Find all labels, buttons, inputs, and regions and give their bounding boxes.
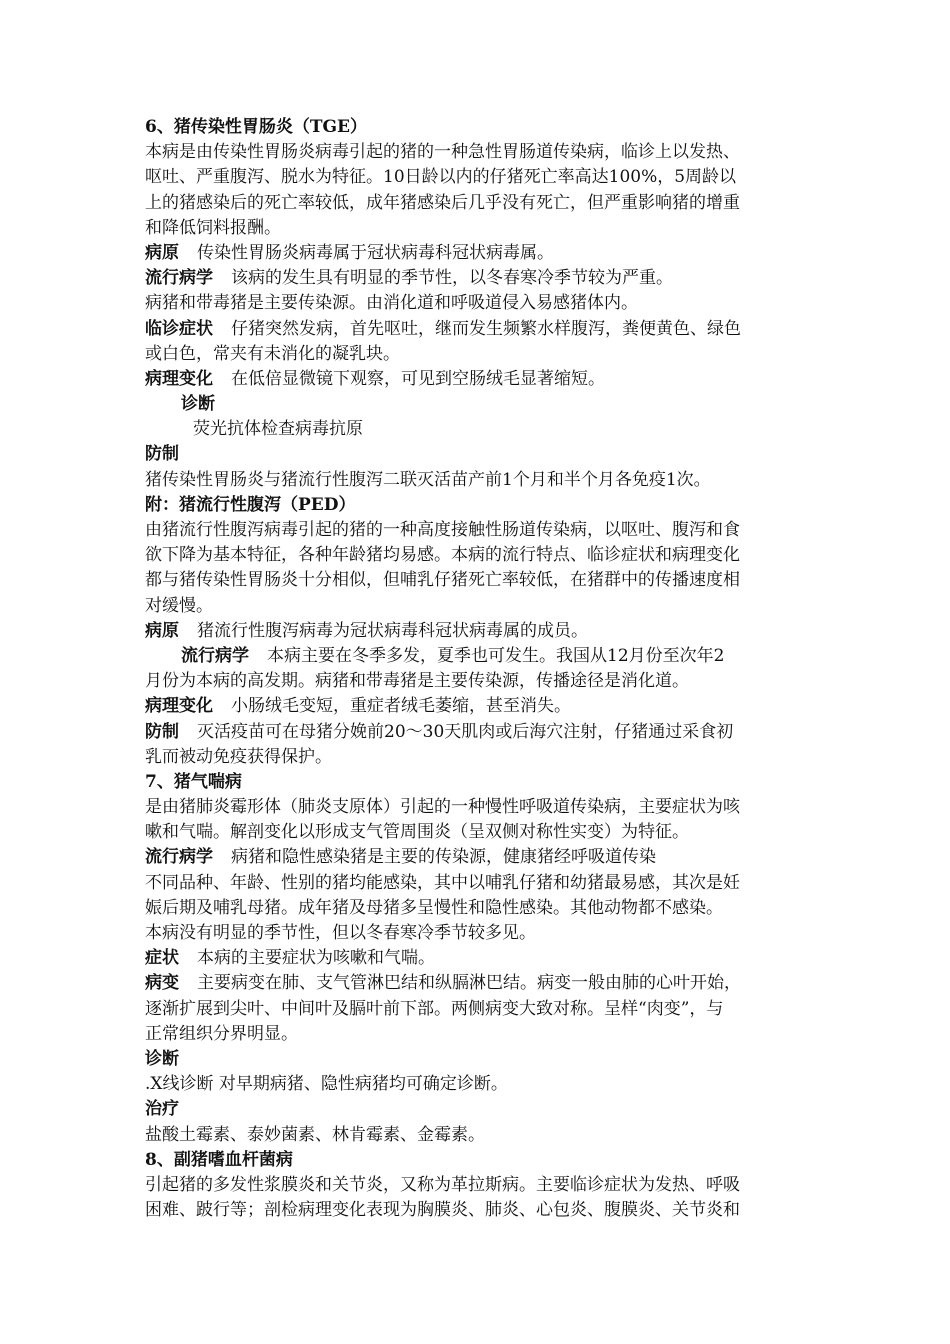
text-line (145, 669, 812, 694)
document-page (145, 115, 812, 1223)
section-label: 临诊症状 (145, 318, 213, 339)
line-text: 月份为本病的高发期。病猪和带毒猪是主要传染源，传播途径是消化道。 (145, 671, 689, 692)
text-line (145, 946, 812, 971)
line-text: 或白色，常夹有未消化的凝乳块。 (145, 343, 400, 364)
text-line (145, 266, 812, 291)
text-line (145, 1072, 812, 1097)
line-text: 娠后期及哺乳母猪。成年猪及母猪多呈慢性和隐性感染。其他动物都不感染。 (145, 897, 723, 918)
line-text: 荧光抗体检查病毒抗原 (193, 419, 363, 440)
line-text: 防制 (145, 444, 179, 465)
text-line (145, 644, 812, 669)
section-label: 流行病学 (145, 847, 213, 868)
line-text: 8、副猪嗜血杆菌病 (145, 1149, 293, 1170)
section-label: 病变 (145, 973, 179, 994)
line-text: 困难、跛行等；剖检病理变化表现为胸膜炎、肺炎、心包炎、腹膜炎、关节炎和 (145, 1200, 740, 1221)
text-line (145, 871, 812, 896)
text-line (145, 921, 812, 946)
text-line (145, 770, 812, 795)
text-line (145, 1198, 812, 1223)
line-text: 盐酸土霉素、泰妙菌素、林肯霉素、金霉素。 (145, 1124, 485, 1145)
text-line (145, 191, 812, 216)
text-line (145, 241, 812, 266)
line-text: 是由猪肺炎霉形体（肺炎支原体）引起的一种慢性呼吸道传染病，主要症状为咳 (145, 797, 740, 818)
line-text: 6、猪传染性胃肠炎（TGE） (145, 117, 367, 137)
line-text: 本病主要在冬季多发，夏季也可发生。我国从12月份至次年2 (267, 645, 725, 666)
line-text: 该病的发生具有明显的季节性，以冬春寒冷季节较为严重。 (231, 268, 673, 289)
text-line (145, 820, 812, 845)
line-text: 本病的主要症状为咳嗽和气喘。 (197, 948, 435, 969)
section-label: 症状 (145, 948, 179, 969)
text-line (145, 1097, 812, 1122)
line-text: 嗽和气喘。解剖变化以形成支气管周围炎（呈双侧对称性实变）为特征。 (145, 822, 689, 843)
line-text: 治疗 (145, 1099, 179, 1120)
text-line (145, 745, 812, 770)
line-text: 逐渐扩展到尖叶、中间叶及膈叶前下部。两侧病变大致对称。呈样“肉变”，与 (145, 998, 724, 1019)
text-line (145, 216, 812, 241)
text-line (145, 1022, 812, 1047)
line-text: 上的猪感染后的死亡率较低，成年猪感染后几乎没有死亡，但严重影响猪的增重 (145, 192, 740, 213)
line-text: 都与猪传染性胃肠炎十分相似，但哺乳仔猪死亡率较低，在猪群中的传播速度相 (145, 570, 740, 591)
text-line (145, 291, 812, 316)
line-text: 引起猪的多发性浆膜炎和关节炎，又称为革拉斯病。主要临诊症状为发热、呼吸 (145, 1174, 740, 1195)
line-text: 本病是由传染性胃肠炎病毒引起的猪的一种急性胃肠道传染病，临诊上以发热、 (145, 142, 740, 163)
text-line (145, 971, 812, 996)
text-line (145, 543, 812, 568)
text-line (145, 720, 812, 745)
text-line (145, 694, 812, 719)
line-text: 诊断 (145, 1048, 179, 1069)
line-text: 传染性胃肠炎病毒属于冠状病毒科冠状病毒属。 (197, 242, 554, 263)
text-line (145, 795, 812, 820)
line-text: .X线诊断 对早期病猪、隐性病猪均可确定诊断。 (145, 1074, 508, 1095)
line-text: 猪流行性腹泻病毒为冠状病毒科冠状病毒属的成员。 (197, 620, 588, 641)
text-line (145, 417, 812, 442)
section-label: 病理变化 (145, 368, 213, 389)
line-text: 由猪流行性腹泻病毒引起的猪的一种高度接触性肠道传染病，以呕吐、腹泻和食 (145, 520, 740, 540)
line-text: 在低倍显微镜下观察，可见到空肠绒毛显著缩短。 (231, 368, 605, 389)
section-label: 流行病学 (181, 645, 249, 666)
text-line (145, 115, 812, 140)
text-line (145, 594, 812, 619)
line-text: 病猪和带毒猪是主要传染源。由消化道和呼吸道侵入易感猪体内。 (145, 293, 638, 314)
line-text: 附：猪流行性腹泻（PED） (145, 494, 356, 515)
line-text: 呕吐、严重腹泻、脱水为特征。10日龄以内的仔猪死亡率高达100%，5周龄以 (145, 167, 737, 188)
text-line (145, 317, 812, 342)
text-line (145, 845, 812, 870)
line-text: 不同品种、年龄、性别的猪均能感染，其中以哺乳仔猪和幼猪最易感，其次是妊 (145, 872, 740, 893)
text-line (145, 1123, 812, 1148)
line-text: 和降低饲料报酬。 (145, 217, 281, 238)
text-line (145, 140, 812, 165)
line-text: 诊断 (181, 394, 215, 415)
line-text: 猪传染性胃肠炎与猪流行性腹泻二联灭活苗产前1个月和半个月各免疫1次。 (145, 469, 711, 490)
text-line (145, 568, 812, 593)
text-line (145, 342, 812, 367)
text-line (145, 518, 812, 543)
text-line (145, 1173, 812, 1198)
line-text: 7、猪气喘病 (145, 771, 242, 792)
text-line (145, 493, 812, 518)
line-text: 主要病变在肺、支气管淋巴结和纵膈淋巴结。病变一般由肺的心叶开始， (197, 973, 741, 994)
text-line (145, 1047, 812, 1072)
text-line (145, 392, 812, 417)
section-label: 流行病学 (145, 268, 213, 289)
text-line (145, 442, 812, 467)
section-label: 病原 (145, 620, 179, 641)
text-line (145, 619, 812, 644)
text-line (145, 896, 812, 921)
line-text: 欲下降为基本特征，各种年龄猪均易感。本病的流行特点、临诊症状和病理变化 (145, 545, 740, 566)
text-line (145, 997, 812, 1022)
line-text: 灭活疫苗可在母猪分娩前20～30天肌肉或后海穴注射，仔猪通过采食初 (197, 721, 734, 742)
section-label: 防制 (145, 721, 179, 742)
section-label: 病理变化 (145, 696, 213, 717)
line-text: 仔猪突然发病，首先呕吐，继而发生频繁水样腹泻，粪便黄色、绿色 (231, 318, 741, 339)
section-label: 病原 (145, 242, 179, 263)
line-text: 对缓慢。 (145, 595, 213, 616)
line-text: 小肠绒毛变短，重症者绒毛萎缩，甚至消失。 (231, 696, 571, 717)
text-line (145, 367, 812, 392)
text-line (145, 1148, 812, 1173)
text-line (145, 468, 812, 493)
text-line (145, 165, 812, 190)
line-text: 病猪和隐性感染猪是主要的传染源，健康猪经呼吸道传染 (231, 847, 656, 868)
line-text: 乳而被动免疫获得保护。 (145, 746, 332, 767)
line-text: 正常组织分界明显。 (145, 1023, 298, 1044)
line-text: 本病没有明显的季节性，但以冬春寒冷季节较多见。 (145, 923, 536, 943)
